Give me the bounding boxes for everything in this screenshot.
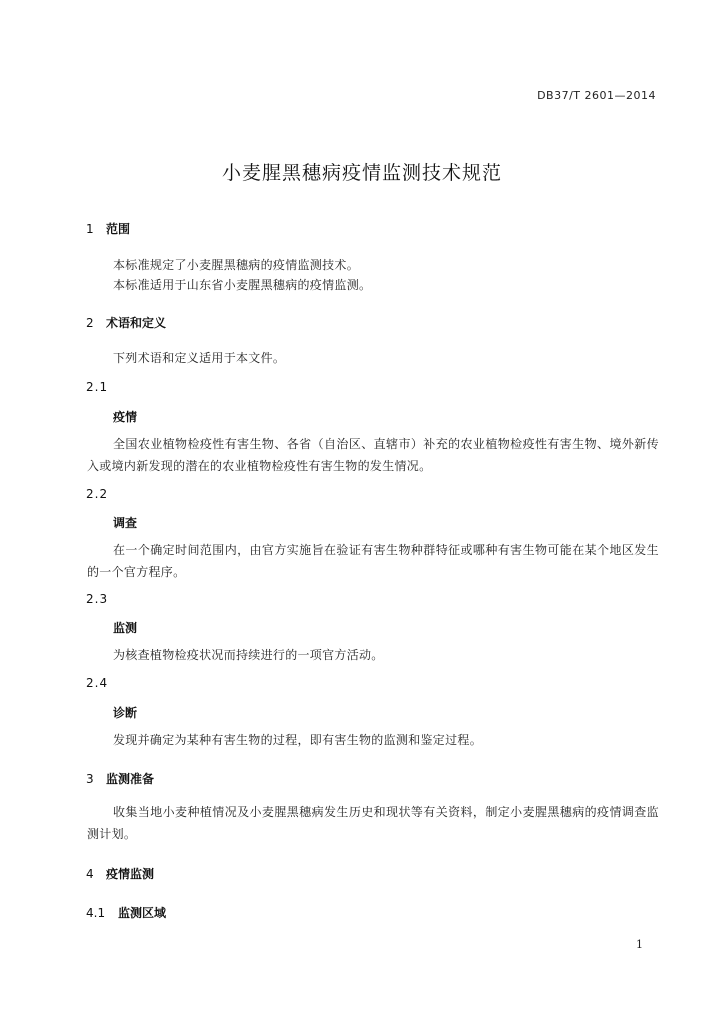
paragraph: 本标准规定了小麦腥黑穗病的疫情监测技术。 bbox=[113, 258, 360, 272]
section-number: 2 bbox=[86, 316, 94, 330]
page-number: 1 bbox=[636, 938, 643, 951]
section-title: 监测准备 bbox=[106, 772, 155, 786]
term-definition: 全国农业植物检疫性有害生物、各省（自治区、直辖市）补充的农业植物检疫性有害生物、境外新传入或境内新发现的潜在的农业植物检疫性有害生物的发生情况。 bbox=[87, 437, 659, 473]
term-title: 疫情 bbox=[113, 410, 138, 424]
section-title: 术语和定义 bbox=[106, 316, 167, 330]
section-title: 范围 bbox=[106, 222, 131, 236]
section-number: 1 bbox=[86, 222, 94, 236]
subsection-title: 监测区域 bbox=[118, 906, 167, 920]
paragraph: 收集当地小麦种植情况及小麦腥黑穗病发生历史和现状等有关资料，制定小麦腥黑穗病的疫情调查监测计划。 bbox=[87, 805, 659, 841]
section-1-heading bbox=[86, 220, 130, 237]
term-definition: 在一个确定时间范围内，由官方实施旨在验证有害生物种群特征或哪种有害生物可能在某个地区发生的一个官方程序。 bbox=[87, 543, 659, 579]
term-definition: 发现并确定为某种有害生物的过程，即有害生物的监测和鉴定过程。 bbox=[113, 733, 483, 747]
term-title: 调查 bbox=[113, 516, 138, 530]
standard-code: DB37/T 2601—2014 bbox=[537, 89, 656, 102]
term-number: 2.3 bbox=[86, 592, 109, 606]
section-2-heading bbox=[86, 314, 166, 331]
term-definition: 为核查植物检疫状况而持续进行的一项官方活动。 bbox=[113, 648, 384, 662]
section-4-heading bbox=[86, 865, 154, 882]
section-number: 4 bbox=[86, 867, 94, 881]
term-number: 2.4 bbox=[86, 676, 109, 690]
term-title: 监测 bbox=[113, 621, 138, 635]
term-number: 2.1 bbox=[86, 380, 109, 394]
section-title: 疫情监测 bbox=[106, 867, 155, 881]
paragraph: 下列术语和定义适用于本文件。 bbox=[113, 351, 286, 365]
section-number: 3 bbox=[86, 772, 94, 786]
paragraph: 本标准适用于山东省小麦腥黑穗病的疫情监测。 bbox=[113, 278, 372, 292]
term-number: 2.2 bbox=[86, 487, 109, 501]
subsection-4-1-heading bbox=[86, 904, 166, 921]
term-title: 诊断 bbox=[113, 706, 138, 720]
document-title: 小麦腥黑穗病疫情监测技术规范 bbox=[221, 162, 502, 184]
subsection-number: 4.1 bbox=[86, 906, 106, 920]
section-3-heading bbox=[86, 770, 154, 787]
